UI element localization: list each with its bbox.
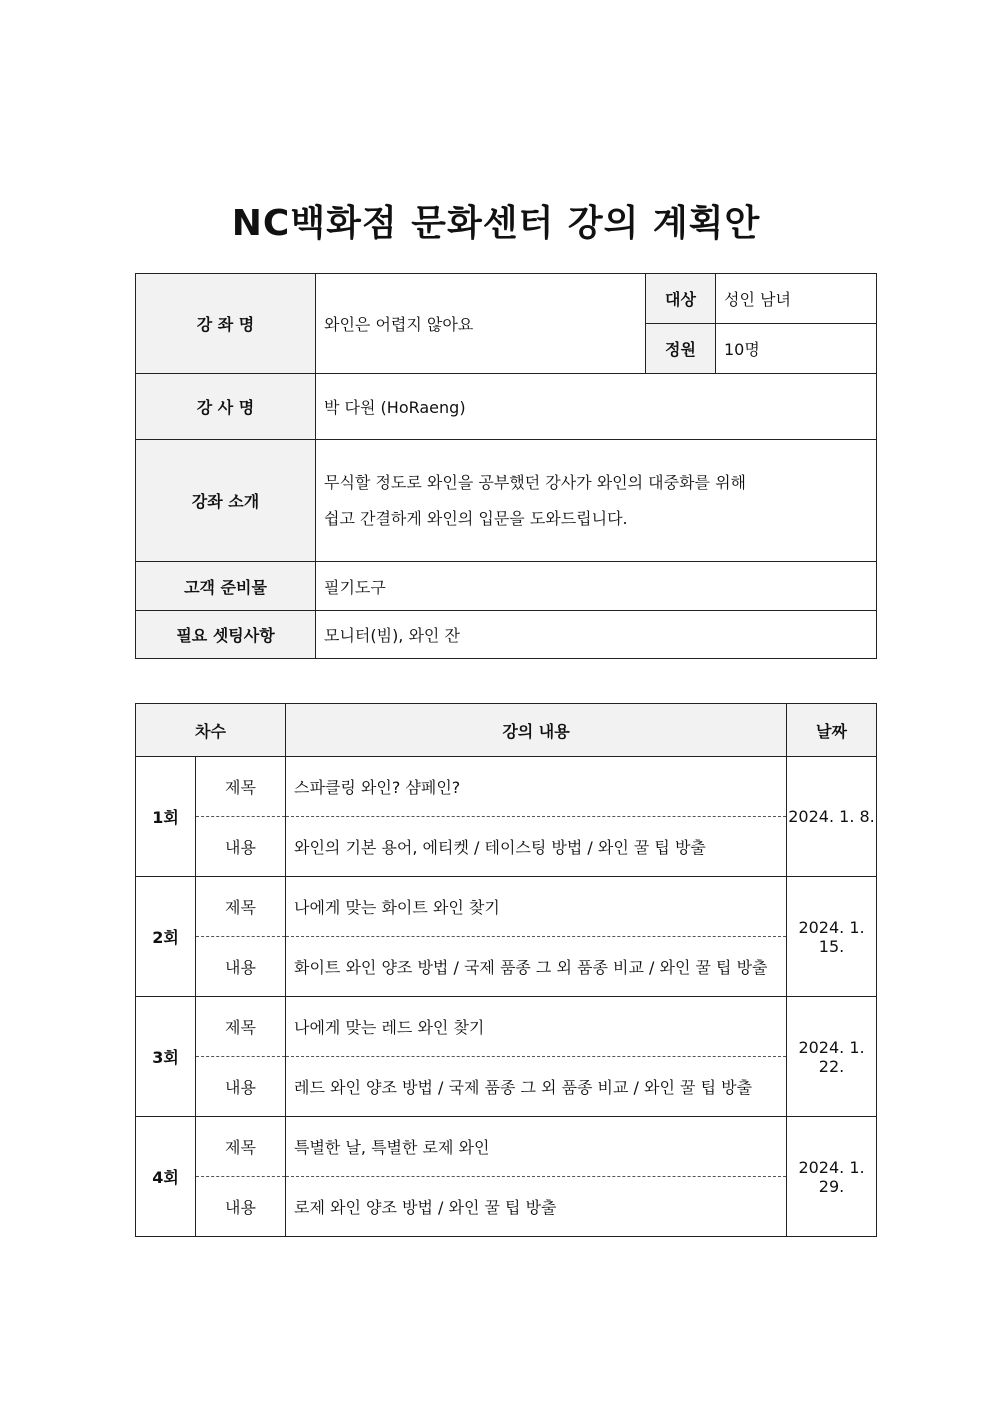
target-label: 대상 <box>646 274 716 324</box>
supplies-label: 고객 준비물 <box>136 562 316 611</box>
intro-value <box>316 440 877 562</box>
content-label: 내용 <box>196 1057 286 1117</box>
lecture-date: 2024. 1. 22. <box>787 997 877 1117</box>
instructor-value: 박 다원 (HoRaeng) <box>316 374 877 440</box>
instructor-label: 강 사 명 <box>136 374 316 440</box>
target-value: 성인 남녀 <box>716 274 877 324</box>
lecture-date: 2024. 1. 29. <box>787 1117 877 1237</box>
lecture-date: 2024. 1. 8. <box>787 757 877 877</box>
title-label: 제목 <box>196 757 286 817</box>
course-name-label: 강 좌 명 <box>136 274 316 374</box>
round-cell: 2회 <box>136 877 196 997</box>
round-cell: 4회 <box>136 1117 196 1237</box>
lecture-content: 와인의 기본 용어, 에티켓 / 테이스팅 방법 / 와인 꿀 팁 방출 <box>286 817 787 877</box>
page-title: NC백화점 문화센터 강의 계획안 <box>231 203 761 244</box>
round-cell: 1회 <box>136 757 196 877</box>
lecture-content: 로제 와인 양조 방법 / 와인 꿀 팁 방출 <box>286 1177 787 1237</box>
course-info-table <box>135 273 877 659</box>
content-label: 내용 <box>196 937 286 997</box>
schedule-table <box>135 703 877 1237</box>
setup-value: 모니터(빔), 와인 잔 <box>316 611 877 659</box>
date-header: 날짜 <box>787 704 877 757</box>
title-label: 제목 <box>196 997 286 1057</box>
lecture-title: 나에게 맞는 레드 와인 찾기 <box>286 997 787 1057</box>
content-header: 강의 내용 <box>286 704 787 757</box>
intro-line-1: 무식할 정도로 와인을 공부했던 강사가 와인의 대중화를 위해 <box>324 472 747 492</box>
supplies-value: 필기도구 <box>316 562 877 611</box>
setup-label: 필요 셋팅사항 <box>136 611 316 659</box>
round-header: 차수 <box>136 704 286 757</box>
lecture-date: 2024. 1. 15. <box>787 877 877 997</box>
lecture-title: 스파클링 와인? 샴페인? <box>286 757 787 817</box>
capacity-label: 정원 <box>646 324 716 374</box>
title-label: 제목 <box>196 1117 286 1177</box>
lecture-title: 특별한 날, 특별한 로제 와인 <box>286 1117 787 1177</box>
lecture-content: 레드 와인 양조 방법 / 국제 품종 그 외 품종 비교 / 와인 꿀 팁 방출 <box>286 1057 787 1117</box>
lecture-content: 화이트 와인 양조 방법 / 국제 품종 그 외 품종 비교 / 와인 꿀 팁 방출 <box>286 937 787 997</box>
capacity-value: 10명 <box>716 324 877 374</box>
intro-label: 강좌 소개 <box>136 440 316 562</box>
lecture-title: 나에게 맞는 화이트 와인 찾기 <box>286 877 787 937</box>
course-name-value: 와인은 어렵지 않아요 <box>316 274 646 374</box>
content-label: 내용 <box>196 817 286 877</box>
content-label: 내용 <box>196 1177 286 1237</box>
title-label: 제목 <box>196 877 286 937</box>
round-cell: 3회 <box>136 997 196 1117</box>
intro-line-2: 쉽고 간결하게 와인의 입문을 도와드립니다. <box>324 508 628 528</box>
